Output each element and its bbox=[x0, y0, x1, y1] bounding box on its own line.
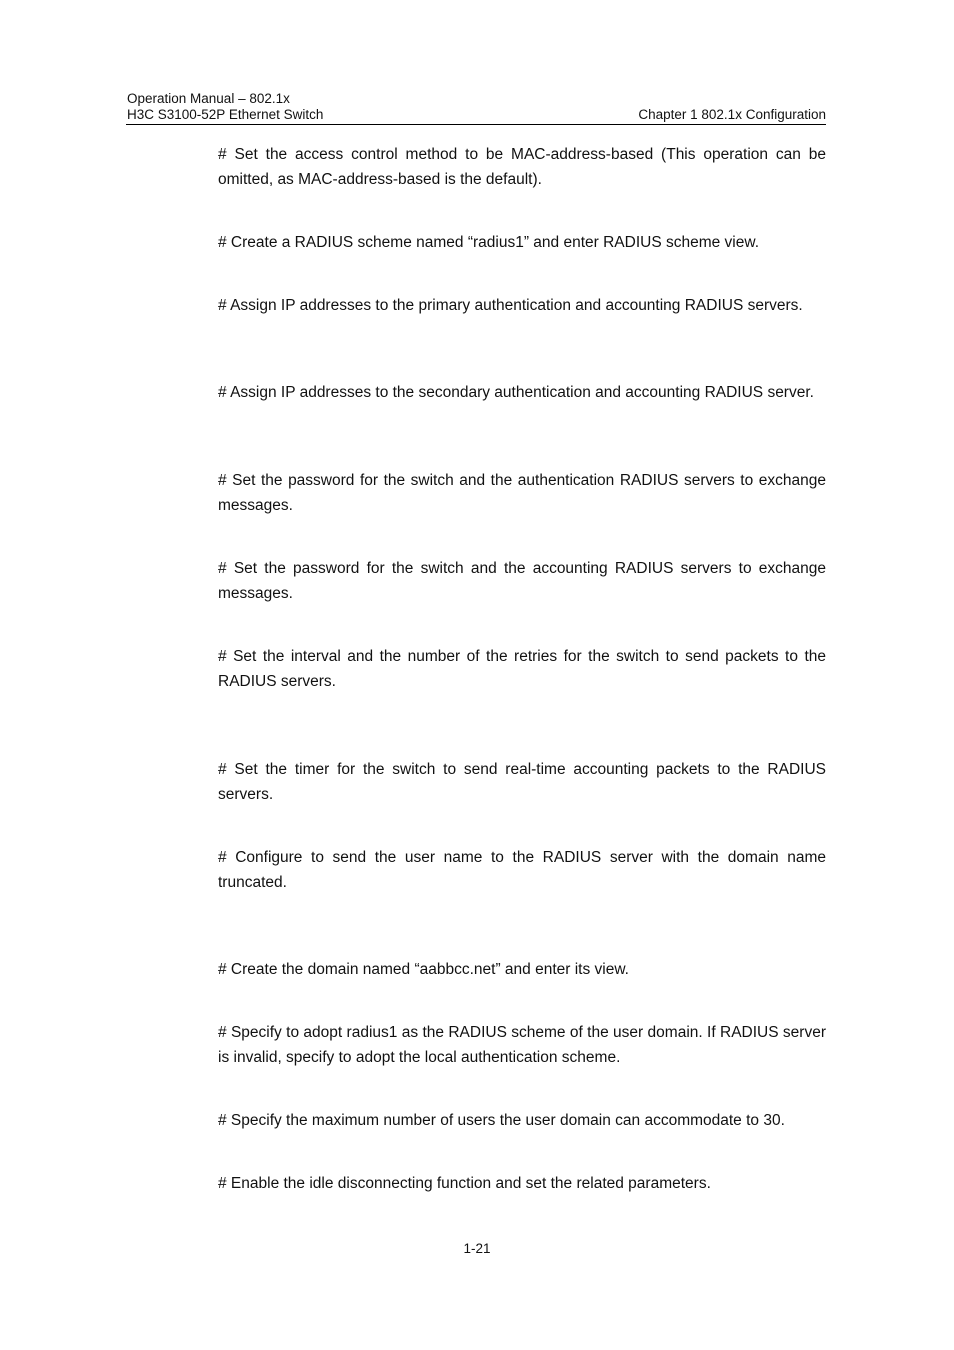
paragraph-create-radius-scheme: # Create a RADIUS scheme named “radius1” and enter RADIUS scheme view. bbox=[218, 234, 760, 251]
paragraph-username-format: # Configure to send the user name to the RADIUS server with the domain name truncated. bbox=[218, 849, 826, 891]
paragraph-max-users: # Specify the maximum number of users the user domain can accommodate to 30. bbox=[218, 1112, 785, 1129]
paragraph-primary-servers: # Assign IP addresses to the primary authentication and accounting RADIUS servers. bbox=[218, 297, 803, 314]
paragraph-secondary-servers: # Assign IP addresses to the secondary authentication and accounting RADIUS server. bbox=[218, 384, 814, 401]
paragraph-realtime-timer: # Set the timer for the switch to send real-time accounting packets to the RADIUS servers. bbox=[218, 761, 826, 803]
paragraph-retry-interval: # Set the interval and the number of the retries for the switch to send packets to the RADIUS servers. bbox=[218, 648, 826, 690]
chapter-title: Chapter 1 802.1x Configuration bbox=[638, 107, 826, 122]
paragraph-create-domain: # Create the domain named “aabbcc.net” and enter its view. bbox=[218, 961, 629, 978]
paragraph-idle-cut: # Enable the idle disconnecting function and set the related parameters. bbox=[218, 1175, 711, 1192]
product-name: H3C S3100-52P Ethernet Switch bbox=[127, 107, 324, 122]
paragraph-accounting-password: # Set the password for the switch and the accounting RADIUS servers to exchange messages. bbox=[218, 560, 826, 602]
paragraph-access-control: # Set the access control method to be MAC-address-based (This operation can be omitted, as MAC-address-based is the default). bbox=[218, 146, 826, 188]
page-number: 1-21 bbox=[463, 1241, 491, 1256]
header-rule bbox=[126, 124, 826, 125]
manual-title: Operation Manual – 802.1x bbox=[127, 91, 290, 106]
paragraph-auth-password: # Set the password for the switch and the authentication RADIUS servers to exchange messages. bbox=[218, 472, 826, 514]
paragraph-adopt-scheme: # Specify to adopt radius1 as the RADIUS scheme of the user domain. If RADIUS server is invalid, specify to adopt the local authentication scheme. bbox=[218, 1024, 826, 1066]
